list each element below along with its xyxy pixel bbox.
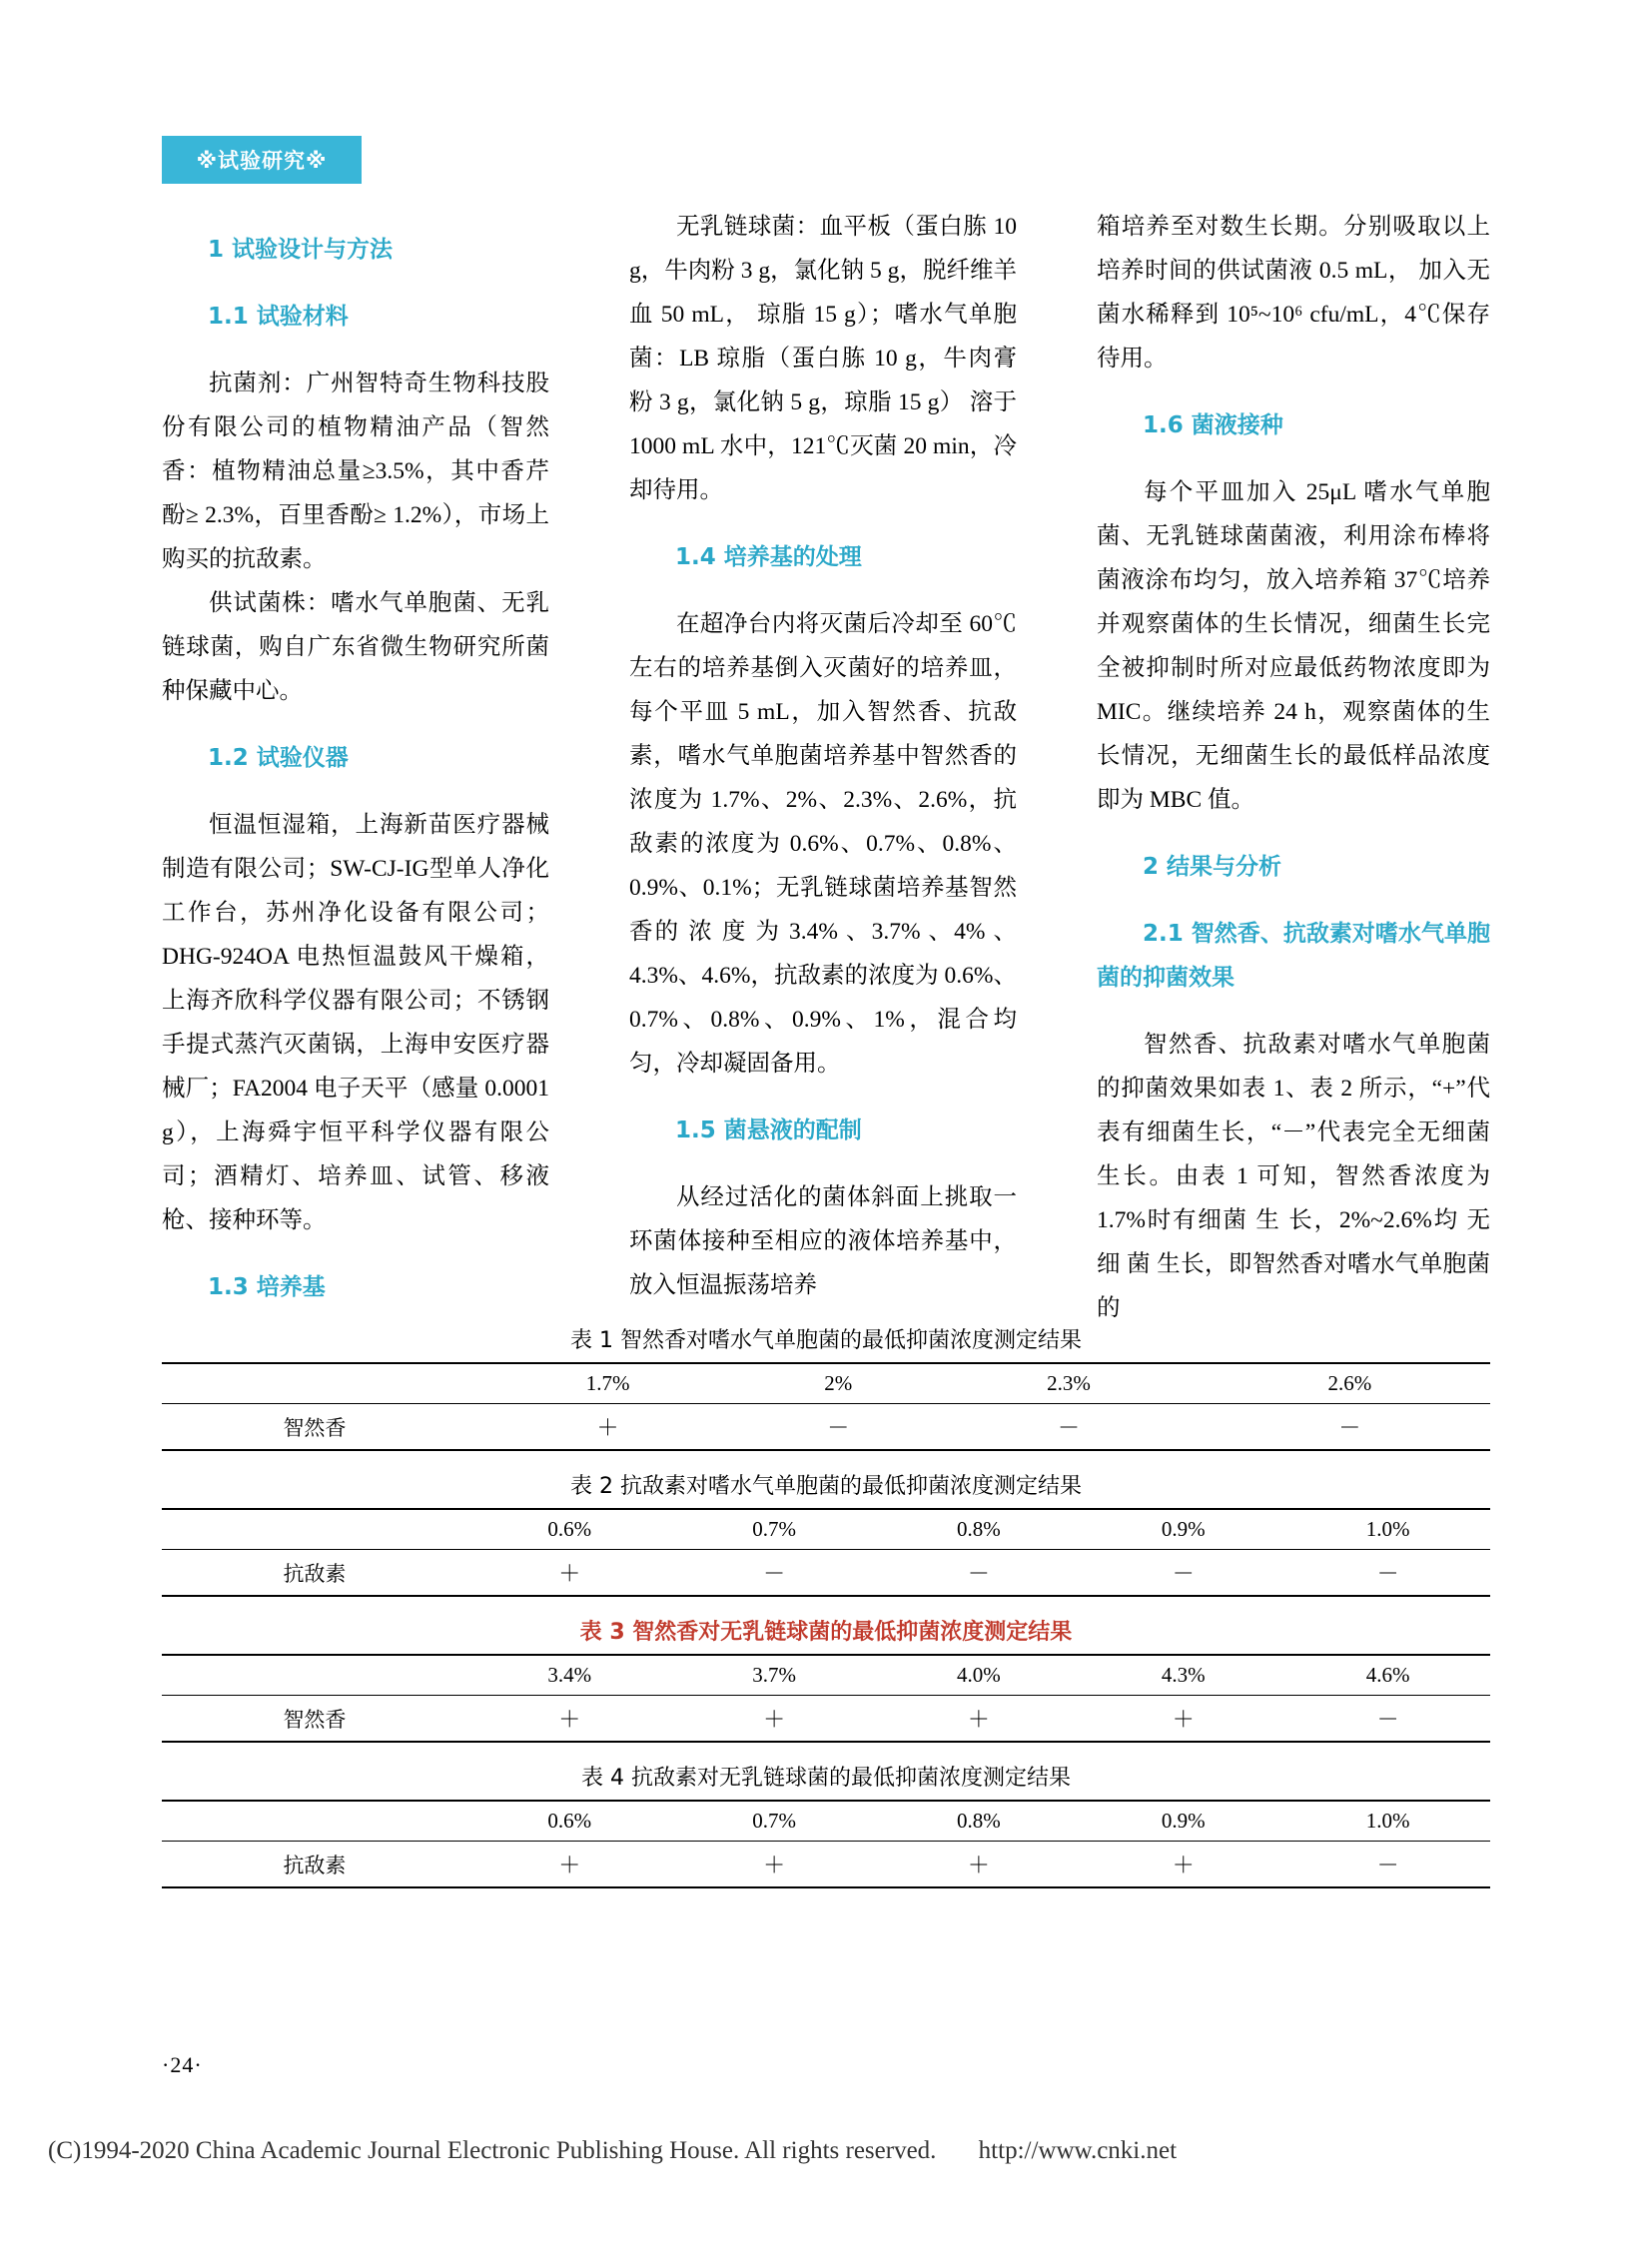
table-header-cell: 0.8% bbox=[957, 1809, 1001, 1833]
page-number: ·24· bbox=[162, 2052, 203, 2077]
table-cell: － bbox=[827, 1415, 850, 1440]
table-block bbox=[162, 1469, 1490, 1597]
table-header-row bbox=[162, 1363, 1490, 1404]
table-row bbox=[162, 1696, 1490, 1743]
section-heading: 2.1 智然香、抗敌素对嗜水气单胞菌的抑菌效果 bbox=[1097, 921, 1490, 991]
table-row-label: 智然香 bbox=[283, 1707, 347, 1732]
paragraph: 智然香、抗敌素对嗜水气单胞菌的抑菌效果如表 1、表 2 所示，“+”代表有细菌生长，“－”代表完全无细菌生长。由表 1 可知，智然香浓度为 1.7%时有细菌 生 长，2%~2.6%均 无 细 菌 生长，即智然香对嗜水气单胞菌的 bbox=[1097, 1032, 1490, 1321]
table-header-cell: 3.7% bbox=[752, 1663, 796, 1687]
column-2 bbox=[629, 205, 1017, 1307]
table-caption: 表 1 智然香对嗜水气单胞菌的最低抑菌浓度测定结果 bbox=[570, 1328, 1082, 1353]
table-header-cell: 0.7% bbox=[752, 1517, 796, 1541]
table-cell: － bbox=[1376, 1561, 1399, 1586]
table-cell: ＋ bbox=[1172, 1853, 1195, 1877]
data-table bbox=[162, 1800, 1490, 1888]
table-header-cell: 3.4% bbox=[547, 1663, 592, 1687]
table-header-blank bbox=[162, 1801, 467, 1842]
table-header-cell: 4.6% bbox=[1365, 1663, 1410, 1687]
table-header-blank bbox=[162, 1655, 467, 1696]
table-cell: ＋ bbox=[558, 1853, 581, 1877]
table-header-cell: 1.7% bbox=[585, 1371, 630, 1395]
section-heading: 1.4 培养基的处理 bbox=[675, 544, 862, 570]
footer bbox=[48, 2137, 1606, 2165]
table-caption: 表 4 抗敌素对无乳链球菌的最低抑菌浓度测定结果 bbox=[581, 1766, 1071, 1791]
table-cell: － bbox=[1172, 1561, 1195, 1586]
table-header-cell: 0.9% bbox=[1161, 1517, 1206, 1541]
table-header-blank bbox=[162, 1509, 467, 1550]
table-cell: ＋ bbox=[763, 1707, 786, 1732]
paragraph: 供试菌株：嗜水气单胞菌、无乳链球菌，购自广东省微生物研究所菌种保藏中心。 bbox=[162, 590, 549, 704]
table-header-cell: 0.7% bbox=[752, 1809, 796, 1833]
table-cell: ＋ bbox=[763, 1853, 786, 1877]
table-row-label: 抗敌素 bbox=[283, 1561, 347, 1586]
table-cell: ＋ bbox=[558, 1707, 581, 1732]
table-header-cell: 0.6% bbox=[547, 1809, 592, 1833]
table-header-cell: 0.9% bbox=[1161, 1809, 1206, 1833]
paragraph: 每个平皿加入 25μL 嗜水气单胞菌、无乳链球菌菌液，利用涂布棒将菌液涂布均匀，放入培养箱 37℃培养并观察菌体的生长情况，细菌生长完全被抑制时所对应最低药物浓度即为 MIC。继续培养 24 h，观察菌体的生长情况，无细菌生长的最低样品浓度即为 MBC 值。 bbox=[1097, 479, 1490, 813]
table-cell: ＋ bbox=[596, 1415, 619, 1440]
table-block bbox=[162, 1615, 1490, 1743]
paragraph: 在超净台内将灭菌后冷却至 60℃左右的培养基倒入灭菌好的培养皿，每个平皿 5 mL，加入智然香、抗敌素，嗜水气单胞菌培养基中智然香的浓度为 1.7%、2%、2.3%、2.6%，抗敌素的浓度为 0.6%、0.7%、0.8%、0.9%、0.1%；无乳链球菌培养基智然香的 浓 度 为 3.4% 、3.7% 、4% 、4.3%、4.6%，抗敌素的浓度为 0.6%、0.7%、0.8%、0.9%、1%，混合均匀，冷却凝固备用。 bbox=[629, 611, 1017, 1077]
section-heading: 1.6 菌液接种 bbox=[1143, 412, 1283, 438]
table-block bbox=[162, 1323, 1490, 1451]
table-header-cell: 2% bbox=[824, 1371, 853, 1395]
section-tag-banner bbox=[162, 136, 362, 184]
table-caption: 表 2 抗敌素对嗜水气单胞菌的最低抑菌浓度测定结果 bbox=[570, 1474, 1082, 1499]
column-3 bbox=[1097, 205, 1490, 1330]
table-header-cell: 0.6% bbox=[547, 1517, 592, 1541]
section-heading: 1.3 培养基 bbox=[208, 1274, 326, 1300]
table-cell: － bbox=[1376, 1853, 1399, 1877]
table-header-cell: 1.0% bbox=[1365, 1517, 1410, 1541]
section-heading: 1.1 试验材料 bbox=[208, 304, 349, 330]
table-cell: ＋ bbox=[1172, 1707, 1195, 1732]
paragraph: 无乳链球菌：血平板（蛋白胨 10 g，牛肉粉 3 g，氯化钠 5 g，脱纤维羊血 50 mL， 琼脂 15 g）；嗜水气单胞菌：LB 琼脂（蛋白胨 10 g，牛肉膏粉 3 g，氯化钠 5 g，琼脂 15 g） 溶于 1000 mL 水中，121℃灭菌 20 min，冷却待用。 bbox=[629, 214, 1017, 503]
table-block bbox=[162, 1761, 1490, 1888]
article-columns bbox=[162, 205, 1490, 1321]
table-row bbox=[162, 1404, 1490, 1451]
table-row-label: 抗敌素 bbox=[283, 1853, 347, 1877]
table-cell: ＋ bbox=[558, 1561, 581, 1586]
table-cell: － bbox=[763, 1561, 786, 1586]
table-header-cell: 4.3% bbox=[1161, 1663, 1206, 1687]
table-header-row bbox=[162, 1801, 1490, 1842]
table-row bbox=[162, 1550, 1490, 1597]
table-cell: ＋ bbox=[967, 1707, 990, 1732]
table-header-cell: 2.3% bbox=[1047, 1371, 1091, 1395]
paragraph: 恒温恒湿箱，上海新苗医疗器械制造有限公司；SW-CJ-IG型单人净化工作台，苏州净化设备有限公司；DHG-924OA 电热恒温鼓风干燥箱，上海齐欣科学仪器有限公司；不锈钢手提式蒸汽灭菌锅，上海申安医疗器械厂；FA2004 电子天平（感量 0.0001 g），上海舜宇恒平科学仪器有限公司；酒精灯、培养皿、试管、移液枪、接种环等。 bbox=[162, 812, 549, 1233]
table-header-cell: 2.6% bbox=[1327, 1371, 1372, 1395]
table-header-row bbox=[162, 1509, 1490, 1550]
footer-copyright: (C)1994-2020 China Academic Journal Electronic Publishing House. All rights reserved. bbox=[48, 2137, 937, 2164]
column-1 bbox=[162, 205, 549, 1332]
table-header-blank bbox=[162, 1363, 467, 1404]
data-table bbox=[162, 1654, 1490, 1743]
paragraph: 抗菌剂：广州智特奇生物科技股份有限公司的植物精油产品（智然香：植物精油总量≥3.5%，其中香芹酚≥ 2.3%，百里香酚≥ 1.2%），市场上购买的抗敌素。 bbox=[162, 371, 549, 572]
table-caption: 表 3 智然香对无乳链球菌的最低抑菌浓度测定结果 bbox=[579, 1620, 1073, 1645]
data-table bbox=[162, 1362, 1490, 1451]
table-header-cell: 4.0% bbox=[957, 1663, 1001, 1687]
footer-url[interactable]: http://www.cnki.net bbox=[978, 2137, 1178, 2164]
table-cell: ＋ bbox=[967, 1853, 990, 1877]
table-row-label: 智然香 bbox=[283, 1415, 347, 1440]
table-header-cell: 0.8% bbox=[957, 1517, 1001, 1541]
table-cell: － bbox=[1376, 1707, 1399, 1732]
table-header-cell: 1.0% bbox=[1365, 1809, 1410, 1833]
section-heading: 2 结果与分析 bbox=[1143, 854, 1282, 880]
paragraph: 箱培养至对数生长期。分别吸取以上培养时间的供试菌液 0.5 mL， 加入无菌水稀释到 10⁵~10⁶ cfu/mL，4℃保存待用。 bbox=[1097, 214, 1490, 372]
section-heading: 1.2 试验仪器 bbox=[208, 745, 349, 771]
table-cell: － bbox=[1338, 1415, 1361, 1440]
section-heading: 1.5 菌悬液的配制 bbox=[675, 1118, 862, 1143]
tables-region bbox=[162, 1323, 1490, 1906]
table-cell: － bbox=[967, 1561, 990, 1586]
table-cell: － bbox=[1057, 1415, 1080, 1440]
data-table bbox=[162, 1508, 1490, 1597]
table-header-row bbox=[162, 1655, 1490, 1696]
section-tag-label: ※试验研究※ bbox=[196, 149, 328, 173]
section-heading: 1 试验设计与方法 bbox=[208, 237, 394, 263]
table-row bbox=[162, 1842, 1490, 1888]
paragraph: 从经过活化的菌体斜面上挑取一环菌体接种至相应的液体培养基中，放入恒温振荡培养 bbox=[629, 1184, 1017, 1298]
